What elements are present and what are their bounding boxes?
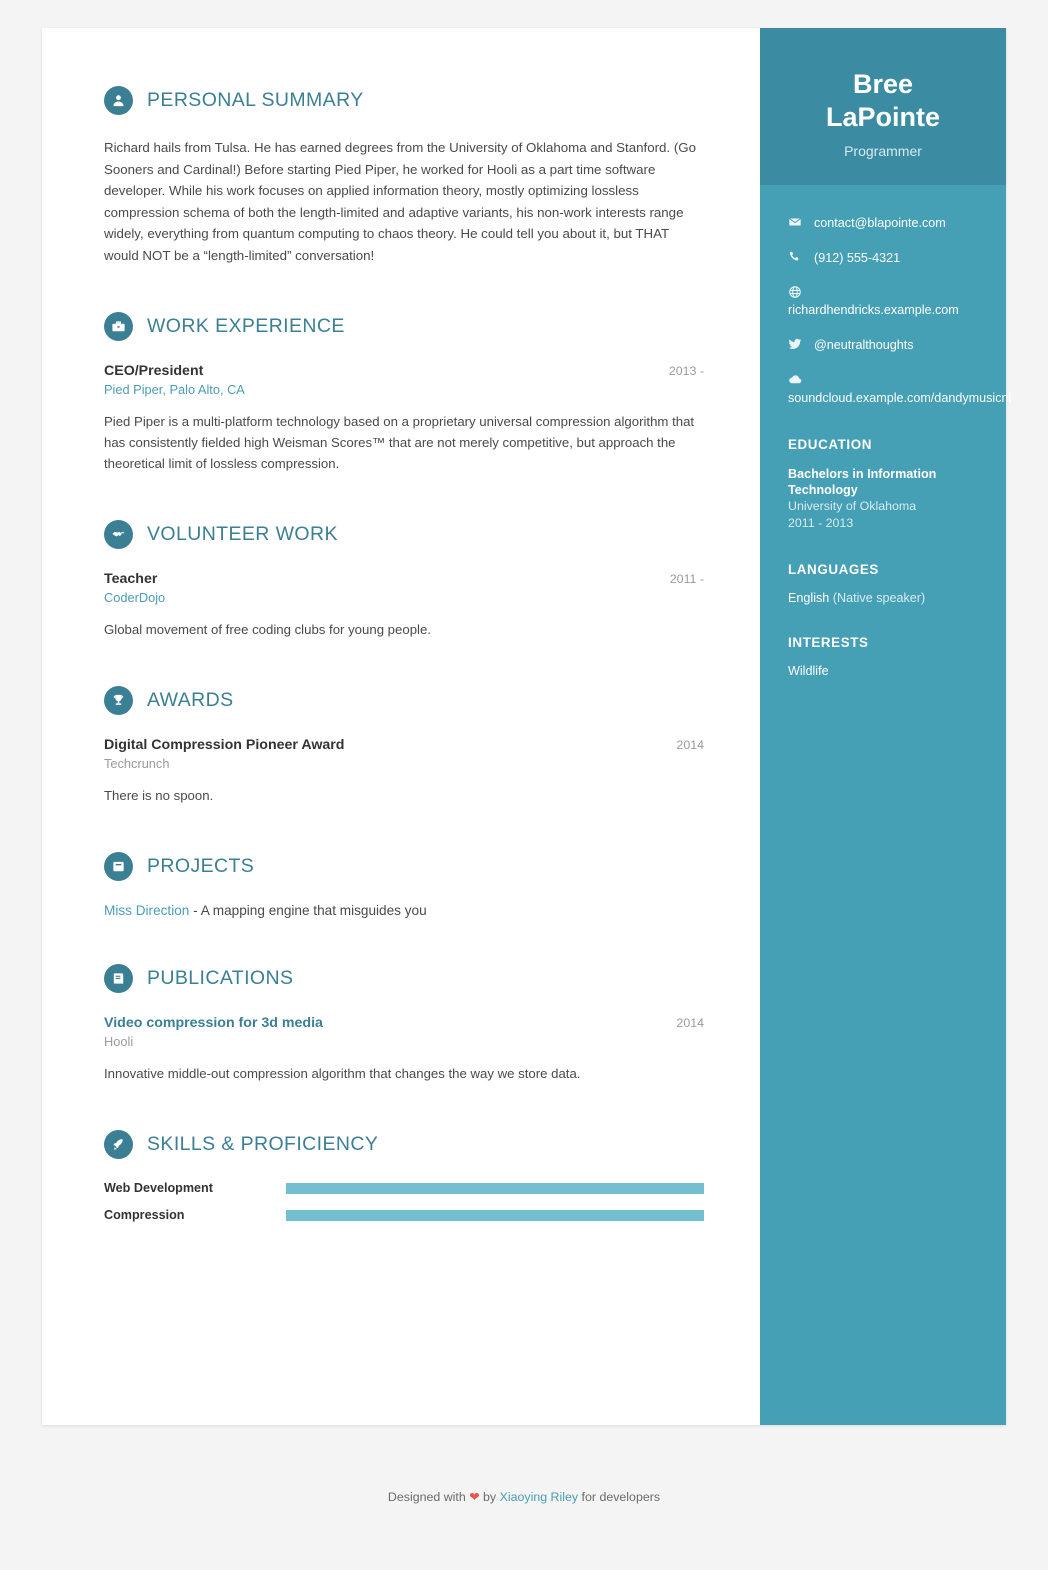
section-header xyxy=(104,852,704,881)
interest-item: Wildlife xyxy=(788,664,829,678)
section-header xyxy=(104,1130,704,1159)
resume-sidebar xyxy=(760,28,1012,1425)
sidebar-section-title: EDUCATION xyxy=(788,437,873,452)
contact-soundcloud[interactable] xyxy=(760,372,1012,407)
footer-prefix: Designed with xyxy=(387,1490,470,1504)
contact-soundcloud-text: soundcloud.example.com/dandymusicnl xyxy=(788,391,1012,405)
section-header xyxy=(104,312,704,341)
entry-title: Teacher xyxy=(104,571,158,587)
candidate-name xyxy=(782,68,984,134)
section-header xyxy=(104,86,704,115)
twitter-icon xyxy=(788,337,806,351)
contact-twitter[interactable] xyxy=(760,337,1006,354)
entry-title: Digital Compression Pioneer Award xyxy=(104,737,345,753)
candidate-role: Programmer xyxy=(844,143,922,159)
skill-row xyxy=(104,1181,704,1195)
section-title: VOLUNTEER WORK xyxy=(147,523,338,545)
sidebar-body xyxy=(760,185,1012,708)
section-header xyxy=(104,686,704,715)
heart-icon: ❤ xyxy=(469,1490,480,1504)
language-name: English xyxy=(788,591,830,605)
section-projects xyxy=(104,852,704,918)
user-circle-icon xyxy=(104,86,133,115)
footer-middle: by xyxy=(479,1490,500,1504)
section-publications xyxy=(104,964,704,1084)
sidebar-section-title: LANGUAGES xyxy=(788,562,879,577)
candidate-last-name: LaPointe xyxy=(825,102,940,132)
skill-bar-track xyxy=(286,1183,704,1194)
footer-author-link[interactable]: Xiaoying Riley xyxy=(499,1490,579,1504)
entry-date: 2011 - xyxy=(669,572,704,586)
award-entry xyxy=(104,737,704,806)
section-header xyxy=(104,964,704,993)
sidebar-section-interests xyxy=(760,635,1006,678)
entry-subtitle: Pied Piper, Palo Alto, CA xyxy=(104,382,245,397)
sidebar-section-languages xyxy=(760,562,1006,605)
skill-bar-fill xyxy=(286,1183,704,1194)
section-header xyxy=(104,520,704,549)
resume-document xyxy=(42,28,1012,1425)
entry-date: 2014 xyxy=(676,1016,704,1030)
contact-phone[interactable] xyxy=(760,250,1006,267)
entry-row xyxy=(104,1015,704,1031)
archive-icon xyxy=(104,852,133,881)
entry-description: Innovative middle-out compression algorithm that changes the way we store data. xyxy=(104,1066,581,1081)
contact-phone-text: (912) 555-4321 xyxy=(814,251,901,265)
entry-title: CEO/President xyxy=(104,363,204,379)
contact-email-text: contact@blapointe.com xyxy=(814,216,946,230)
entry-subtitle: Techcrunch xyxy=(104,756,170,771)
entry-title[interactable]: Video compression for 3d media xyxy=(104,1015,323,1031)
contact-website-text: richardhendricks.example.com xyxy=(788,303,959,317)
section-awards xyxy=(104,686,704,806)
skill-name: Compression xyxy=(104,1208,185,1222)
project-description: - A mapping engine that misguides you xyxy=(189,903,427,918)
section-title: PROJECTS xyxy=(147,855,255,877)
briefcase-icon xyxy=(104,312,133,341)
section-title: PERSONAL SUMMARY xyxy=(147,89,364,111)
education-degree: Bachelors in Information Technology xyxy=(788,467,937,497)
entry-row xyxy=(104,737,704,753)
skill-bar-fill xyxy=(286,1210,704,1221)
entry-subtitle: Hooli xyxy=(104,1034,134,1049)
sidebar-header xyxy=(760,28,1006,185)
phone-icon xyxy=(788,250,806,263)
page-footer xyxy=(0,1489,1048,1504)
work-entry xyxy=(104,363,704,474)
section-title: WORK EXPERIENCE xyxy=(147,315,345,337)
entry-description: There is no spoon. xyxy=(104,788,214,803)
language-level: (Native speaker) xyxy=(829,591,926,605)
sidebar-section-education xyxy=(760,437,1006,532)
skill-name: Web Development xyxy=(104,1181,213,1195)
section-personal-summary xyxy=(104,86,704,266)
language-item xyxy=(788,591,988,605)
section-work-experience xyxy=(104,312,704,474)
project-name[interactable]: Miss Direction xyxy=(104,903,190,918)
volunteer-entry xyxy=(104,571,704,640)
handshake-icon xyxy=(104,520,133,549)
section-skills xyxy=(104,1130,704,1222)
section-title: AWARDS xyxy=(147,689,234,711)
education-dates: 2011 - 2013 xyxy=(788,516,854,530)
cloud-icon xyxy=(788,372,806,387)
project-entry xyxy=(104,903,704,918)
entry-row xyxy=(104,571,704,587)
summary-text: Richard hails from Tulsa. He has earned degrees from the University of Oklahoma and Stanford. (Go Sooners and Cardinal!) Before starting Pied Piper, he worked for Hooli as a part time software developer. While his work focuses on applied information theory, mostly optimizing lossless compression schema of both the length-limited and adaptive variants, his non-work interests range widely, everything from quantum computing to chaos theory. He could tell you about it, but THAT would NOT be a “length-limited” conversation! xyxy=(104,140,696,263)
book-icon xyxy=(104,964,133,993)
footer-suffix: for developers xyxy=(578,1490,661,1504)
entry-description: Global movement of free coding clubs for young people. xyxy=(104,622,431,637)
contact-email[interactable] xyxy=(760,215,1006,232)
globe-icon xyxy=(788,285,806,299)
section-title: SKILLS & PROFICIENCY xyxy=(147,1133,379,1155)
contact-twitter-text: @neutralthoughts xyxy=(814,338,914,352)
contact-website[interactable] xyxy=(760,285,1006,319)
rocket-icon xyxy=(104,1130,133,1159)
section-title: PUBLICATIONS xyxy=(147,967,294,989)
resume-main-column xyxy=(42,28,760,1425)
section-volunteer-work xyxy=(104,520,704,640)
skill-row xyxy=(104,1208,704,1222)
entry-subtitle: CoderDojo xyxy=(104,590,166,605)
candidate-first-name: Bree xyxy=(852,69,914,99)
skill-bar-track xyxy=(286,1210,704,1221)
trophy-icon xyxy=(104,686,133,715)
entry-row xyxy=(104,363,704,379)
publication-entry xyxy=(104,1015,704,1084)
education-school: University of Oklahoma xyxy=(788,499,917,513)
entry-date: 2014 xyxy=(676,738,704,752)
entry-description: Pied Piper is a multi-platform technology based on a proprietary universal compression algorithm that has consistently fielded high Weisman Scores™ that are not merely competitive, but approach the theoretical limit of lossless compression. xyxy=(104,414,695,471)
sidebar-section-title: INTERESTS xyxy=(788,635,869,650)
entry-date: 2013 - xyxy=(668,364,704,378)
envelope-icon xyxy=(788,215,806,229)
